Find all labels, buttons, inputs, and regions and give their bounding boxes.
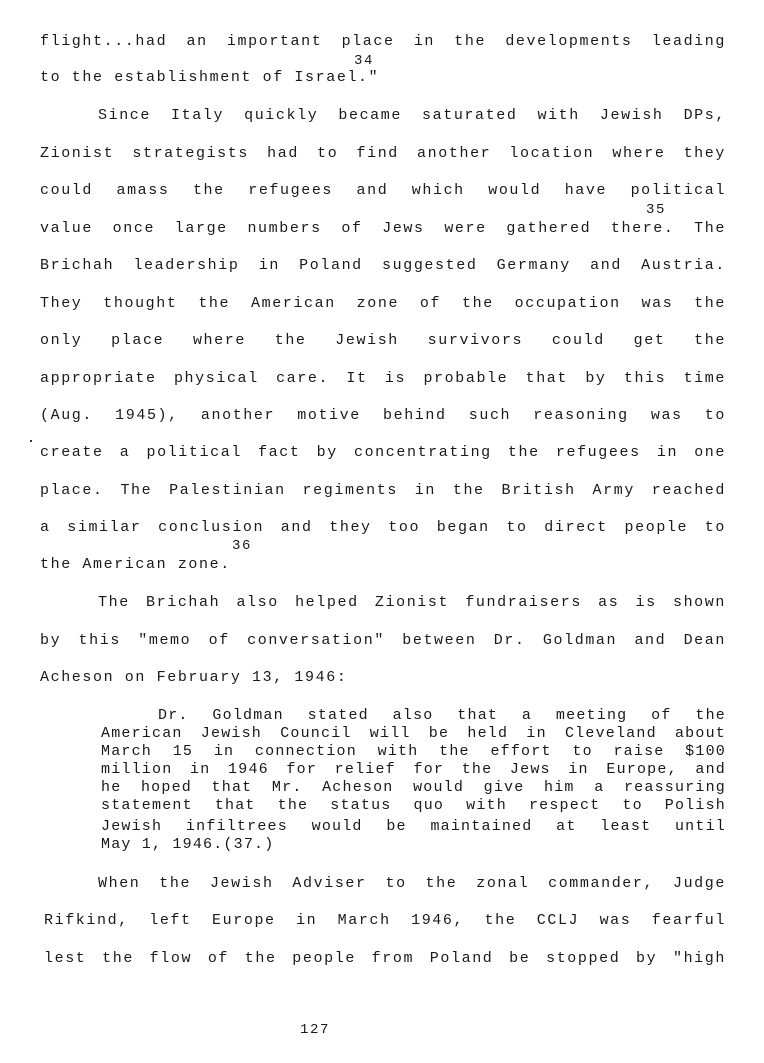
text-line: When the Jewish Adviser to the zonal commander, Judge [98, 875, 726, 892]
text-line: a similar conclusion and they too began to direct people to [40, 519, 726, 536]
quote-line: March 15 in connection with the effort to raise $100 [101, 743, 726, 760]
quote-line: Jewish infiltrees would be maintained at least until [101, 818, 726, 835]
footnote-marker-36: 36 [232, 538, 253, 554]
text-line: (Aug. 1945), another motive behind such reasoning was to [40, 407, 726, 424]
text-line: create a political fact by concentrating the refugees in one [40, 444, 726, 461]
quote-line: he hoped that Mr. Acheson would give him a reassuring [101, 779, 726, 796]
quote-line: million in 1946 for relief for the Jews in Europe, and [101, 761, 726, 778]
text-line: only place where the Jewish survivors could get the [40, 332, 726, 349]
text-line: They thought the American zone of the occupation was the [40, 295, 726, 312]
scan-speck [30, 440, 32, 442]
text-line: flight...had an important place in the developments leading [40, 33, 726, 50]
text-line: The Brichah also helped Zionist fundraisers as is shown [98, 594, 726, 611]
text-line: Zionist strategists had to find another location where they [40, 145, 726, 162]
quote-line: statement that the status quo with respect to Polish [101, 797, 726, 814]
quote-line: American Jewish Council will be held in Cleveland about [101, 725, 726, 742]
page-number: 127 [300, 1022, 331, 1038]
text-line: Acheson on February 13, 1946: [40, 669, 348, 686]
quote-line: May 1, 1946.(37.) [101, 836, 275, 853]
text-line: to the establishment of Israel." [40, 69, 380, 86]
text-line: place. The Palestinian regiments in the British Army reached [40, 482, 726, 499]
text-line: lest the flow of the people from Poland be stopped by "high [44, 950, 726, 967]
text-line: Rifkind, left Europe in March 1946, the CCLJ was fearful [44, 912, 726, 929]
text-line: the American zone. [40, 556, 231, 573]
text-line: could amass the refugees and which would have political [40, 182, 726, 199]
text-line: by this "memo of conversation" between Dr. Goldman and Dean [40, 632, 726, 649]
text-line: Brichah leadership in Poland suggested Germany and Austria. [40, 257, 726, 274]
footnote-marker-34: 34 [354, 53, 375, 69]
text-line: value once large numbers of Jews were gathered there. The [40, 220, 726, 237]
text-line: Since Italy quickly became saturated with Jewish DPs, [98, 107, 726, 124]
quote-line: Dr. Goldman stated also that a meeting of the [158, 707, 726, 724]
text-line: appropriate physical care. It is probable that by this time [40, 370, 726, 387]
footnote-marker-35: 35 [646, 202, 667, 218]
